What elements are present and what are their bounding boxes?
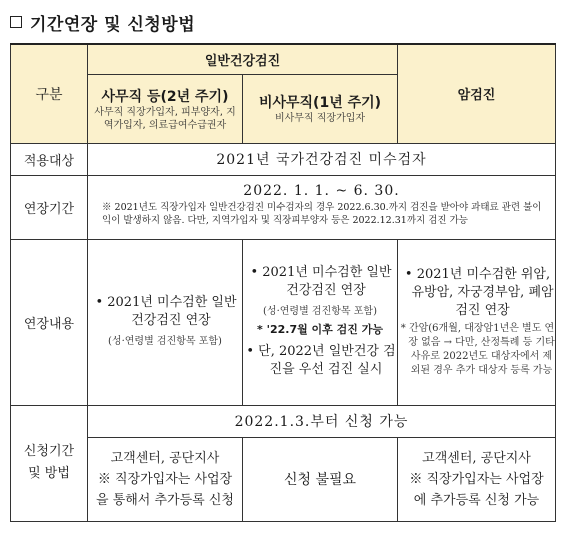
non-office-content-bullet: • 2021년 미수검한 일반 건강검진 연장: [250, 264, 392, 298]
apply-from: 2022.1.3.부터 신청 가능: [88, 405, 556, 437]
apply-office: [88, 437, 243, 521]
apply-non-office: 신청 불필요: [243, 437, 398, 521]
header-cancer-checkup: 암검진: [398, 44, 556, 143]
header-office-worker: [88, 74, 243, 143]
office-worker-title: 사무직 등(2년 주기): [101, 88, 229, 105]
checkbox-bullet-icon: [10, 16, 22, 28]
target-value: 2021년 국가건강검진 미수검자: [88, 143, 556, 175]
non-office-worker-title: 비사무직(1년 주기): [258, 95, 382, 111]
section-heading: [10, 10, 195, 34]
header-general-checkup: 일반건강검진: [88, 44, 398, 74]
period-value: 2022. 1. 1. ~ 6. 30.: [243, 183, 400, 199]
apply-office-line1: 고객센터, 공단지사: [110, 450, 220, 466]
content-cancer: [398, 239, 556, 405]
extension-table: [10, 43, 556, 522]
content-office: [88, 239, 243, 405]
section-title: 기간연장 및 신청방법: [30, 14, 196, 35]
header-non-office-worker: [243, 74, 398, 143]
cancer-content-note: * 간암(6개월, 대장암1년은 별도 연장 없음 → 다만, 산정특례 등 기타 사유로 2022년도 대상자에서 제외된 경우 추가 대상자 등록 가능: [400, 323, 555, 376]
non-office-worker-desc: 비사무직 직장가입자: [274, 113, 366, 124]
apply-cancer: [398, 437, 556, 521]
apply-cancer-line1: 고객센터, 공단지사: [422, 450, 531, 466]
office-worker-desc: 사무직 직장가입자, 피부양자, 지역가입자, 의료급여수급권자: [94, 106, 236, 131]
apply-cancer-line2: ※ 직장가입자는 사업장에 추가등록 신청 가능: [409, 471, 544, 508]
period-note: ※ 2021년도 직장가입자 일반건강검진 미수검자의 경우 2022.6.30.까지 검진을 받아야 과태료 관련 불이익이 발생하지 않음. 다만, 지역가입자 및 직장피부양자 등은 2022.12.31까지 검진 가능: [102, 202, 542, 226]
content-non-office: [243, 239, 398, 405]
cancer-content-bullet: • 2021년 미수검한 위암, 유방암, 자궁경부암, 폐암 검진 연장: [404, 267, 554, 318]
apply-label: [11, 405, 88, 521]
header-category: 구분: [11, 44, 88, 143]
apply-label-line1: 신청기간: [23, 444, 75, 459]
period-label: 연장기간: [11, 175, 88, 239]
office-content-sub: (성·연령별 검진항목 포함): [108, 335, 222, 347]
target-label: 적용대상: [11, 143, 88, 175]
content-label: 연장내용: [11, 239, 88, 405]
apply-label-line2: 및 방법: [28, 466, 70, 481]
non-office-bold-note: * '22.7월 이후 검진 가능: [257, 322, 383, 336]
non-office-content-bullet-2: • 단, 2022년 일반건강 검진을 우선 검진 실시: [246, 343, 396, 377]
non-office-content-sub: (성·연령별 검진항목 포함): [263, 305, 377, 317]
period-cell: [88, 175, 556, 239]
apply-office-line2: ※ 직장가입자는 사업장을 통해서 추가등록 신청: [96, 471, 234, 508]
office-content-bullet: • 2021년 미수검한 일반 건강검진 연장: [95, 294, 237, 328]
